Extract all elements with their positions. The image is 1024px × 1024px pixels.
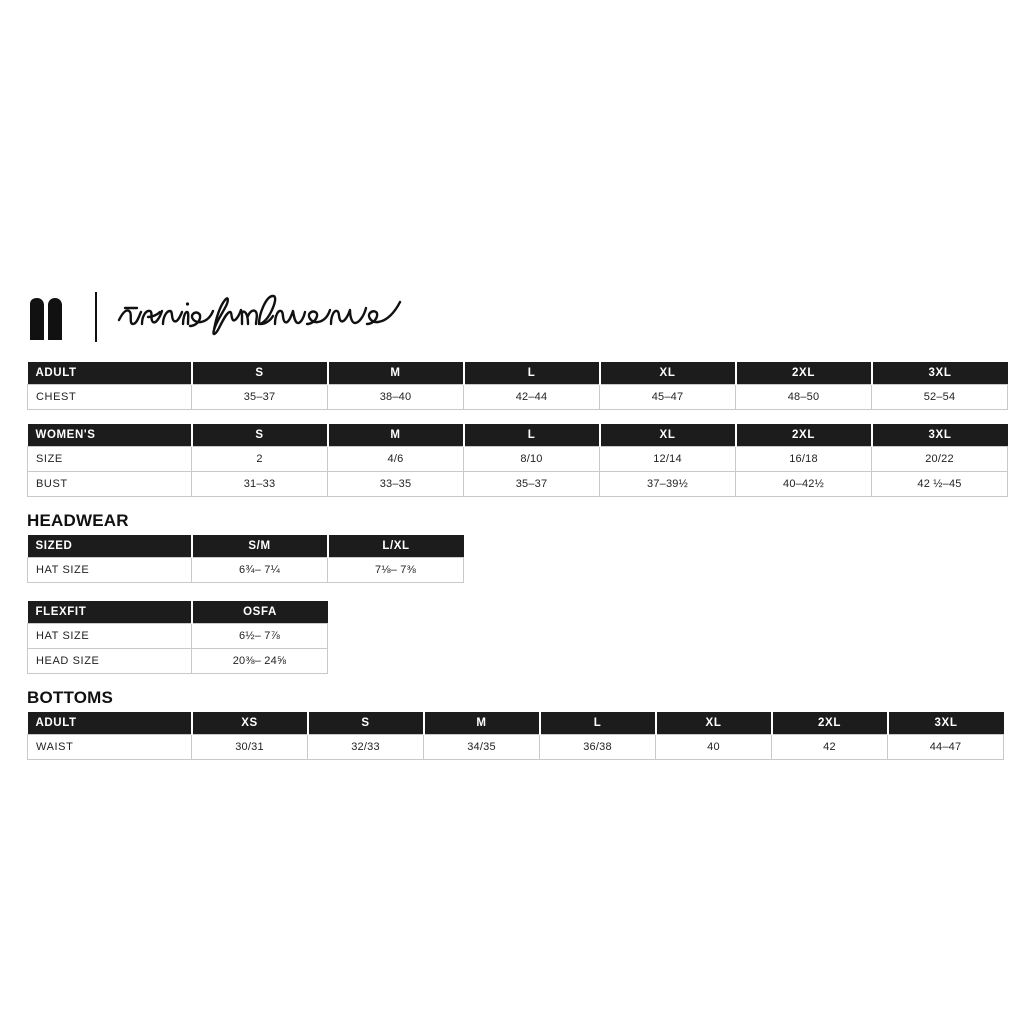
table-cell: 20⅜– 24⅝: [192, 649, 328, 674]
chart-content: [27, 280, 1007, 768]
table-cell: 7⅛– 7⅜: [328, 558, 464, 583]
table-cell: 48–50: [736, 385, 872, 410]
section-title-headwear: HEADWEAR: [27, 511, 129, 530]
table-bottoms: [27, 712, 1004, 760]
table-cell: 42 ½–45: [872, 472, 1008, 497]
column-header: L: [464, 424, 600, 447]
column-header: S/M: [192, 535, 328, 558]
column-header: WOMEN'S: [28, 424, 192, 447]
column-header: 2XL: [736, 362, 872, 385]
table-header-row: [28, 535, 464, 558]
column-header: L: [464, 362, 600, 385]
table-cell: 31–33: [192, 472, 328, 497]
table-cell: 20/22: [872, 447, 1008, 472]
row-label: HAT SIZE: [28, 624, 192, 649]
column-header: 3XL: [872, 362, 1008, 385]
table-cell: 2: [192, 447, 328, 472]
column-header: XS: [192, 712, 308, 735]
row-label: CHEST: [28, 385, 192, 410]
column-header: XL: [600, 362, 736, 385]
column-header: FLEXFIT: [28, 601, 192, 624]
table-cell: 4/6: [328, 447, 464, 472]
column-header: XL: [656, 712, 772, 735]
table-cell: 33–35: [328, 472, 464, 497]
column-header: S: [192, 362, 328, 385]
table-row: [28, 447, 1008, 472]
table-cell: 34/35: [424, 735, 540, 760]
brand-logo: [27, 280, 1007, 342]
table-cell: 36/38: [540, 735, 656, 760]
column-header: ADULT: [28, 362, 192, 385]
column-header: M: [328, 362, 464, 385]
table-cell: 6½– 7⅞: [192, 624, 328, 649]
table-cell: 30/31: [192, 735, 308, 760]
table-row: [28, 472, 1008, 497]
row-label: WAIST: [28, 735, 192, 760]
row-label: HAT SIZE: [28, 558, 192, 583]
table-cell: 40: [656, 735, 772, 760]
column-header: ADULT: [28, 712, 192, 735]
brand-wordmark-icon: [115, 290, 405, 342]
column-header: 2XL: [736, 424, 872, 447]
table-cell: 45–47: [600, 385, 736, 410]
column-header: L/XL: [328, 535, 464, 558]
section-title-bottoms: BOTTOMS: [27, 688, 114, 707]
table-cell: 32/33: [308, 735, 424, 760]
table-header-row: [28, 601, 328, 624]
table-headwear-flexfit: [27, 601, 328, 674]
table-cell: 8/10: [464, 447, 600, 472]
table-cell: 38–40: [328, 385, 464, 410]
column-header: 2XL: [772, 712, 888, 735]
table-cell: 40–42½: [736, 472, 872, 497]
table-row: [28, 624, 328, 649]
logo-divider: [95, 292, 97, 342]
table-row: [28, 649, 328, 674]
table-cell: 44–47: [888, 735, 1004, 760]
column-header: L: [540, 712, 656, 735]
table-header-row: [28, 362, 1008, 385]
table-header-row: [28, 424, 1008, 447]
row-label: SIZE: [28, 447, 192, 472]
table-header-row: [28, 712, 1004, 735]
column-header: M: [424, 712, 540, 735]
column-header: SIZED: [28, 535, 192, 558]
column-header: M: [328, 424, 464, 447]
column-header: OSFA: [192, 601, 328, 624]
row-label: BUST: [28, 472, 192, 497]
table-cell: 52–54: [872, 385, 1008, 410]
column-header: 3XL: [888, 712, 1004, 735]
table-cell: 42–44: [464, 385, 600, 410]
table-row: [28, 735, 1004, 760]
table-cell: 35–37: [192, 385, 328, 410]
table-cell: 42: [772, 735, 888, 760]
table-cell: 35–37: [464, 472, 600, 497]
column-header: S: [192, 424, 328, 447]
column-header: 3XL: [872, 424, 1008, 447]
table-cell: 6¾– 7¼: [192, 558, 328, 583]
table-row: [28, 385, 1008, 410]
table-row: [28, 558, 464, 583]
table-cell: 16/18: [736, 447, 872, 472]
table-cell: 37–39½: [600, 472, 736, 497]
m-logo-icon: [27, 296, 87, 342]
table-adult-tops: [27, 362, 1008, 410]
table-headwear-sized: [27, 535, 464, 583]
table-womens: [27, 424, 1008, 497]
column-header: S: [308, 712, 424, 735]
row-label: HEAD SIZE: [28, 649, 192, 674]
column-header: XL: [600, 424, 736, 447]
table-cell: 12/14: [600, 447, 736, 472]
